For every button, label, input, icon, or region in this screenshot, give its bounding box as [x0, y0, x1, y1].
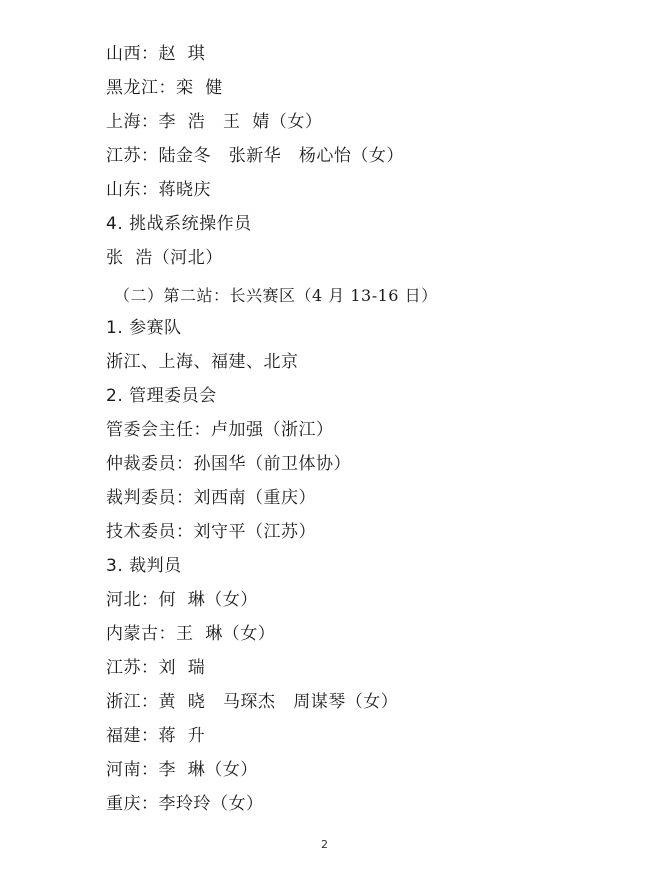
- text-line-heilongjiang: 黑龙江：栾 健: [106, 78, 223, 98]
- page-number: 2: [321, 838, 328, 851]
- text-line-hebei: 河北：何 琳（女）: [106, 590, 258, 610]
- text-line-shanxi: 山西：赵 琪: [106, 44, 206, 64]
- text-line-committee-director: 管委会主任：卢加强（浙江）: [106, 420, 334, 440]
- text-line-inner-mongolia: 内蒙古：王 琳（女）: [106, 624, 276, 644]
- text-line-jiangsu-referee: 江苏：刘 瑞: [106, 658, 206, 678]
- section-heading-second-station: （二）第二站：长兴赛区（4 月 13-16 日）: [114, 286, 438, 305]
- text-line-teams: 浙江、上海、福建、北京: [106, 352, 299, 372]
- text-line-operator-name: 张 浩（河北）: [106, 248, 223, 268]
- section-heading-management-committee: 2. 管理委员会: [106, 386, 217, 406]
- text-line-zhejiang: 浙江：黄 晓 马琛杰 周谋琴（女）: [106, 692, 399, 712]
- section-heading-challenge-operator: 4. 挑战系统操作员: [106, 214, 252, 234]
- text-line-referee-member: 裁判委员：刘西南（重庆）: [106, 488, 316, 508]
- text-line-henan: 河南：李 琳（女）: [106, 760, 258, 780]
- text-line-shandong: 山东：蒋晓庆: [106, 180, 211, 200]
- section-heading-referees: 3. 裁判员: [106, 556, 182, 576]
- text-line-arbitration-member: 仲裁委员：孙国华（前卫体协）: [106, 454, 351, 474]
- text-line-technical-member: 技术委员：刘守平（江苏）: [106, 522, 316, 542]
- text-line-fujian: 福建：蒋 升: [106, 726, 206, 746]
- text-line-jiangsu: 江苏：陆金冬 张新华 杨心怡（女）: [106, 146, 404, 166]
- text-line-shanghai: 上海：李 浩 王 婧（女）: [106, 112, 323, 132]
- section-heading-teams: 1. 参赛队: [106, 318, 182, 338]
- text-line-chongqing: 重庆：李玲玲（女）: [106, 794, 264, 814]
